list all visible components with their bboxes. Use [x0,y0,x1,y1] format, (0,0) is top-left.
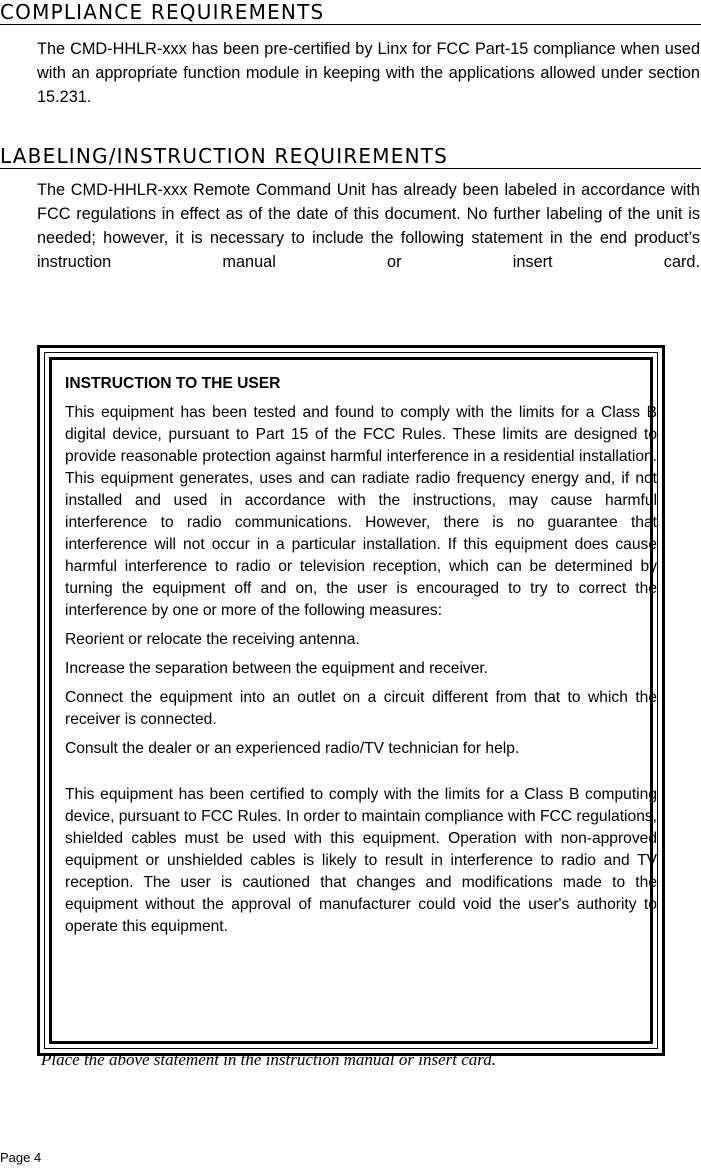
instruction-spacer [65,767,657,784]
instruction-paragraph-intro: This equipment has been tested and found to comply with the limits for a Class B digital device, pursuant to Part 15 of the FCC Rules. These limits are designed to provide reasonable protection against harmful interference in a residential installation. This equipment generates, uses and can radiate radio frequency energy and, if not installed and used in accordance with the instructions, may cause harmful interference to radio communications. However, there is no guarantee that interference will not occur in a particular installation. If this equipment does cause harmful interference to radio or television reception, which can be determined by turning the equipment off and on, the user is encouraged to try to correct the interference by one or more of the following measures: [65,404,657,619]
instruction-measure-outlet: Connect the equipment into an outlet on a circuit different from that to which the receiver is connected. [65,689,657,728]
page-number: Page 4 [0,1150,42,1165]
compliance-paragraph: The CMD-HHLR-xxx has been pre-certified by Linx for FCC Part-15 compliance when used with an appropriate function module in keeping with the applications allowed under section 15.231. [37,40,700,106]
instruction-box-title: INSTRUCTION TO THE USER [65,375,281,392]
instruction-measure-separation: Increase the separation between the equipment and receiver. [65,660,489,677]
instruction-box-middle-frame [44,352,658,1049]
placement-note: Place the above statement in the instruction manual or insert card. [41,1050,496,1069]
instruction-measure-reorient: Reorient or relocate the receiving antenna. [65,631,360,648]
instruction-box-content [65,373,657,945]
labeling-heading: LABELING/INSTRUCTION REQUIREMENTS [0,144,701,169]
compliance-heading: COMPLIANCE REQUIREMENTS [0,0,701,25]
instruction-paragraph-certification: This equipment has been certified to comply with the limits for a Class B computing device, pursuant to FCC Rules. In order to maintain compliance with FCC regulations, shielded cables must be used with this equipment. Operation with non-approved equipment or unshielded cables is likely to result in interference to radio and TV reception. The user is cautioned that changes and modifications made to the equipment without the approval of manufacturer could void the user's authority to operate this equipment. [65,786,657,935]
instruction-box-inner-frame [49,357,657,1044]
instruction-measure-consult: Consult the dealer or an experienced radio/TV technician for help. [65,740,520,757]
instruction-box [37,345,665,1056]
labeling-paragraph: The CMD-HHLR-xxx Remote Command Unit has already been labeled in accordance with FCC regulations in effect as of the date of this document. No further labeling of the unit is needed; however, it is necessary to include the following statement in the end product’s instruction manual or insert card. [37,181,700,271]
